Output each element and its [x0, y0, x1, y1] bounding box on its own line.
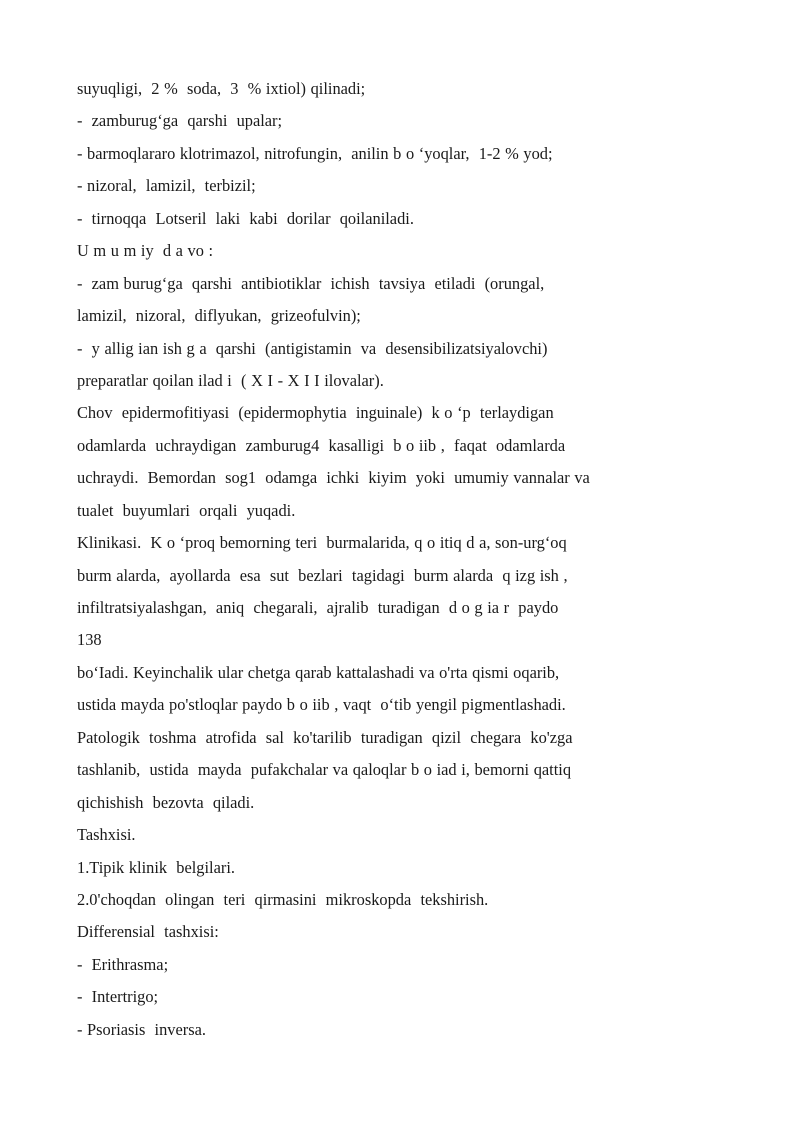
list-item: - Psoriasis inversa.	[77, 1019, 206, 1039]
list-item: - tirnoqqa Lotseril laki kabi dorilar qoilaniladi.	[77, 208, 414, 228]
body-text	[77, 73, 777, 1046]
list-item: 2.0'choqdan olingan teri qirmasini mikroskopda tekshirish.	[77, 889, 489, 909]
list-item: - Erithrasma;	[77, 954, 169, 974]
paragraph-line: odamlarda uchraydigan zamburug4 kasalligi b o iib , faqat odamlarda	[77, 435, 566, 455]
list-item: - Intertrigo;	[77, 987, 159, 1007]
paragraph-line: Chov epidermofitiyasi (epidermophytia inguinale) k o ‘p terlaydigan	[77, 403, 554, 423]
paragraph-line: tualet buyumlari orqali yuqadi.	[77, 500, 296, 520]
list-item: - y allig ian ish g a qarshi (antigistamin va desensibilizatsiyalovchi)	[77, 338, 548, 358]
list-item: - zamburug‘ga qarshi upalar;	[77, 111, 283, 131]
section-heading: U m u m iy d a vo :	[77, 241, 214, 261]
paragraph-line: ustida mayda po'stloqlar paydo b o iib , vaqt o‘tib yengil pigmentlashadi.	[77, 695, 566, 715]
paragraph-line: Patologik toshma atrofida sal ko'tarilib turadigan qizil chegara ko'zga	[77, 727, 573, 747]
text-line: preparatlar qoilan ilad i ( X I - X I I ilovalar).	[77, 370, 384, 390]
paragraph-line: tashlanib, ustida mayda pufakchalar va qaloqlar b o iad i, bemorni qattiq	[77, 760, 572, 780]
paragraph-line: qichishish bezovta qiladi.	[77, 792, 255, 812]
paragraph-line: uchraydi. Bemordan sog1 odamga ichki kiyim yoki umumiy vannalar va	[77, 468, 590, 488]
list-item: - nizoral, lamizil, terbizil;	[77, 176, 256, 196]
list-item: 1.Tipik klinik belgilari.	[77, 857, 235, 877]
paragraph-line: bo‘Iadi. Keyinchalik ular chetga qarab kattalashadi va o'rta qismi oqarib,	[77, 662, 560, 682]
paragraph-line: infiltratsiyalashgan, aniq chegarali, ajralib turadigan d o g ia r paydo	[77, 598, 559, 617]
section-heading: Differensial tashxisi:	[77, 922, 219, 942]
list-item: - zam burug‘ga qarshi antibiotiklar ichish tavsiya etiladi (orungal,	[77, 273, 545, 293]
page-number: 138	[77, 630, 102, 650]
text-line: lamizil, nizoral, diflyukan, grizeofulvin);	[77, 306, 361, 326]
section-heading: Tashxisi.	[77, 825, 136, 845]
paragraph-line: burm alarda, ayollarda esa sut bezlari tagidagi burm alarda q izg ish ,	[77, 565, 568, 585]
list-item: - barmoqlararo klotrimazol, nitrofungin, anilin b o ‘yoqlar, 1-2 % yod;	[77, 143, 553, 163]
text-line: suyuqligi, 2 % soda, 3 % ixtiol) qilinadi;	[77, 79, 366, 98]
paragraph-line: Klinikasi. K o ‘proq bemorning teri burmalarida, q o itiq d a, son-urg‘oq	[77, 533, 567, 553]
